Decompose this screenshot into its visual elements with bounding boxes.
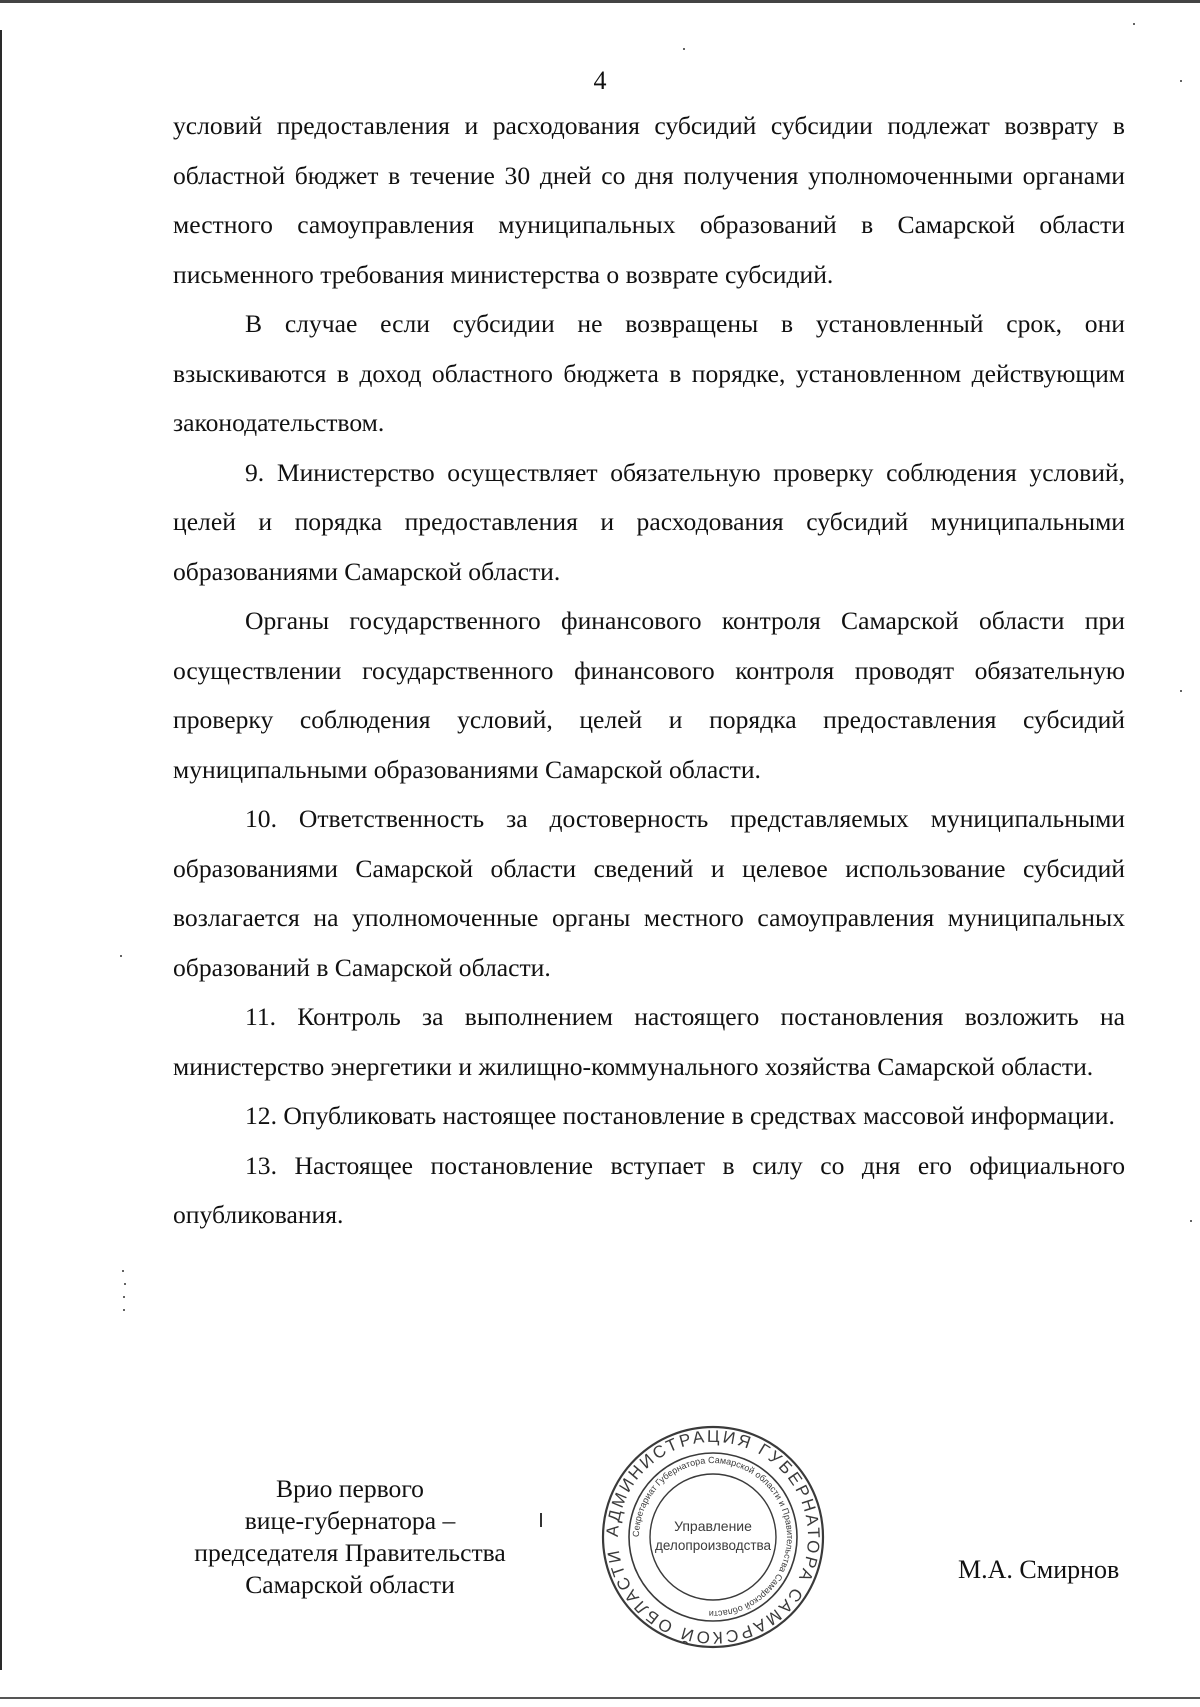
paragraph: Органы государственного финансового контроля Самарской области при осуществлении государственного финансового контроля проводят обязательную проверку соблюдения условий, целей и порядка предоставления субсидий муниципальными образованиями Самарской области.: [173, 606, 1125, 784]
paragraph: условий предоставления и расходования субсидий субсидии подлежат возврату в областной бюджет в течение 30 дней со дня получения уполномоченными органами местного самоуправления муниципальных образований в Самарской области письменного требования министерства о возврате субсидий.: [173, 111, 1125, 289]
paragraph: 12. Опубликовать настоящее постановление в средствах массовой информации.: [245, 1101, 1115, 1130]
paragraph: В случае если субсидии не возвращены в установленный срок, они взыскиваются в доход областного бюджета в порядке, установленном действующим законодательством.: [173, 309, 1125, 437]
signer-name: М.А. Смирнов: [958, 1555, 1120, 1584]
scan-speck: [123, 1309, 125, 1311]
scan-speck: [683, 48, 685, 50]
scan-speck: [123, 1296, 125, 1298]
signer-title-line: председателя Правительства: [194, 1538, 506, 1567]
stamp-center-line: делопроизводства: [654, 1538, 772, 1553]
signer-title-line: вице-губернатора –: [244, 1506, 456, 1535]
scan-edge-bottom: [0, 1697, 1200, 1699]
scan-speck: [124, 1283, 126, 1285]
scan-speck: [1180, 690, 1182, 692]
scan-speck: [1133, 23, 1135, 25]
signer-title-line: Врио первого: [276, 1474, 424, 1503]
scan-edge-top: [0, 0, 1200, 3]
scan-edge-left: [0, 30, 2, 1670]
svg-text:Секретариат Губернатора Самарс: [631, 1455, 795, 1619]
paragraph: 11. Контроль за выполнением настоящего постановления возложить на министерство энергетики и жилищно-коммунального хозяйства Самарской области.: [173, 1002, 1125, 1081]
document-body: [173, 101, 1125, 1240]
paragraph: 13. Настоящее постановление вступает в силу со дня его официального опубликования.: [173, 1150, 1125, 1229]
page-number: 4: [593, 66, 607, 95]
signer-title-line: Самарской области: [245, 1570, 455, 1599]
scan-speck: [540, 1513, 542, 1527]
scan-speck: [1190, 1220, 1192, 1222]
official-stamp: [598, 1422, 828, 1652]
scan-speck: [1180, 80, 1182, 82]
paragraph: 10. Ответственность за достоверность представляемых муниципальными образованиями Самарской области сведений и целевое использование субсидий возлагается на уполномоченные органы местного самоуправления муниципальных образований в Самарской области.: [173, 804, 1125, 982]
paragraph: 9. Министерство осуществляет обязательную проверку соблюдения условий, целей и порядка предоставления и расходования субсидий муниципальными образованиями Самарской области.: [173, 457, 1125, 586]
stamp-outer-text: АДМИНИСТРАЦИЯ ГУБЕРНАТОРА САМАРСКОЙ ОБЛАСТИ: [602, 1426, 824, 1648]
scan-speck: [120, 955, 122, 957]
scan-speck: [122, 1270, 124, 1272]
stamp-center-line: Управление: [674, 1518, 752, 1534]
stamp-ring-text: Секретариат Губернатора Самарской области и Правительства Самарской области: [630, 1454, 796, 1620]
signer-title: [170, 1473, 530, 1601]
